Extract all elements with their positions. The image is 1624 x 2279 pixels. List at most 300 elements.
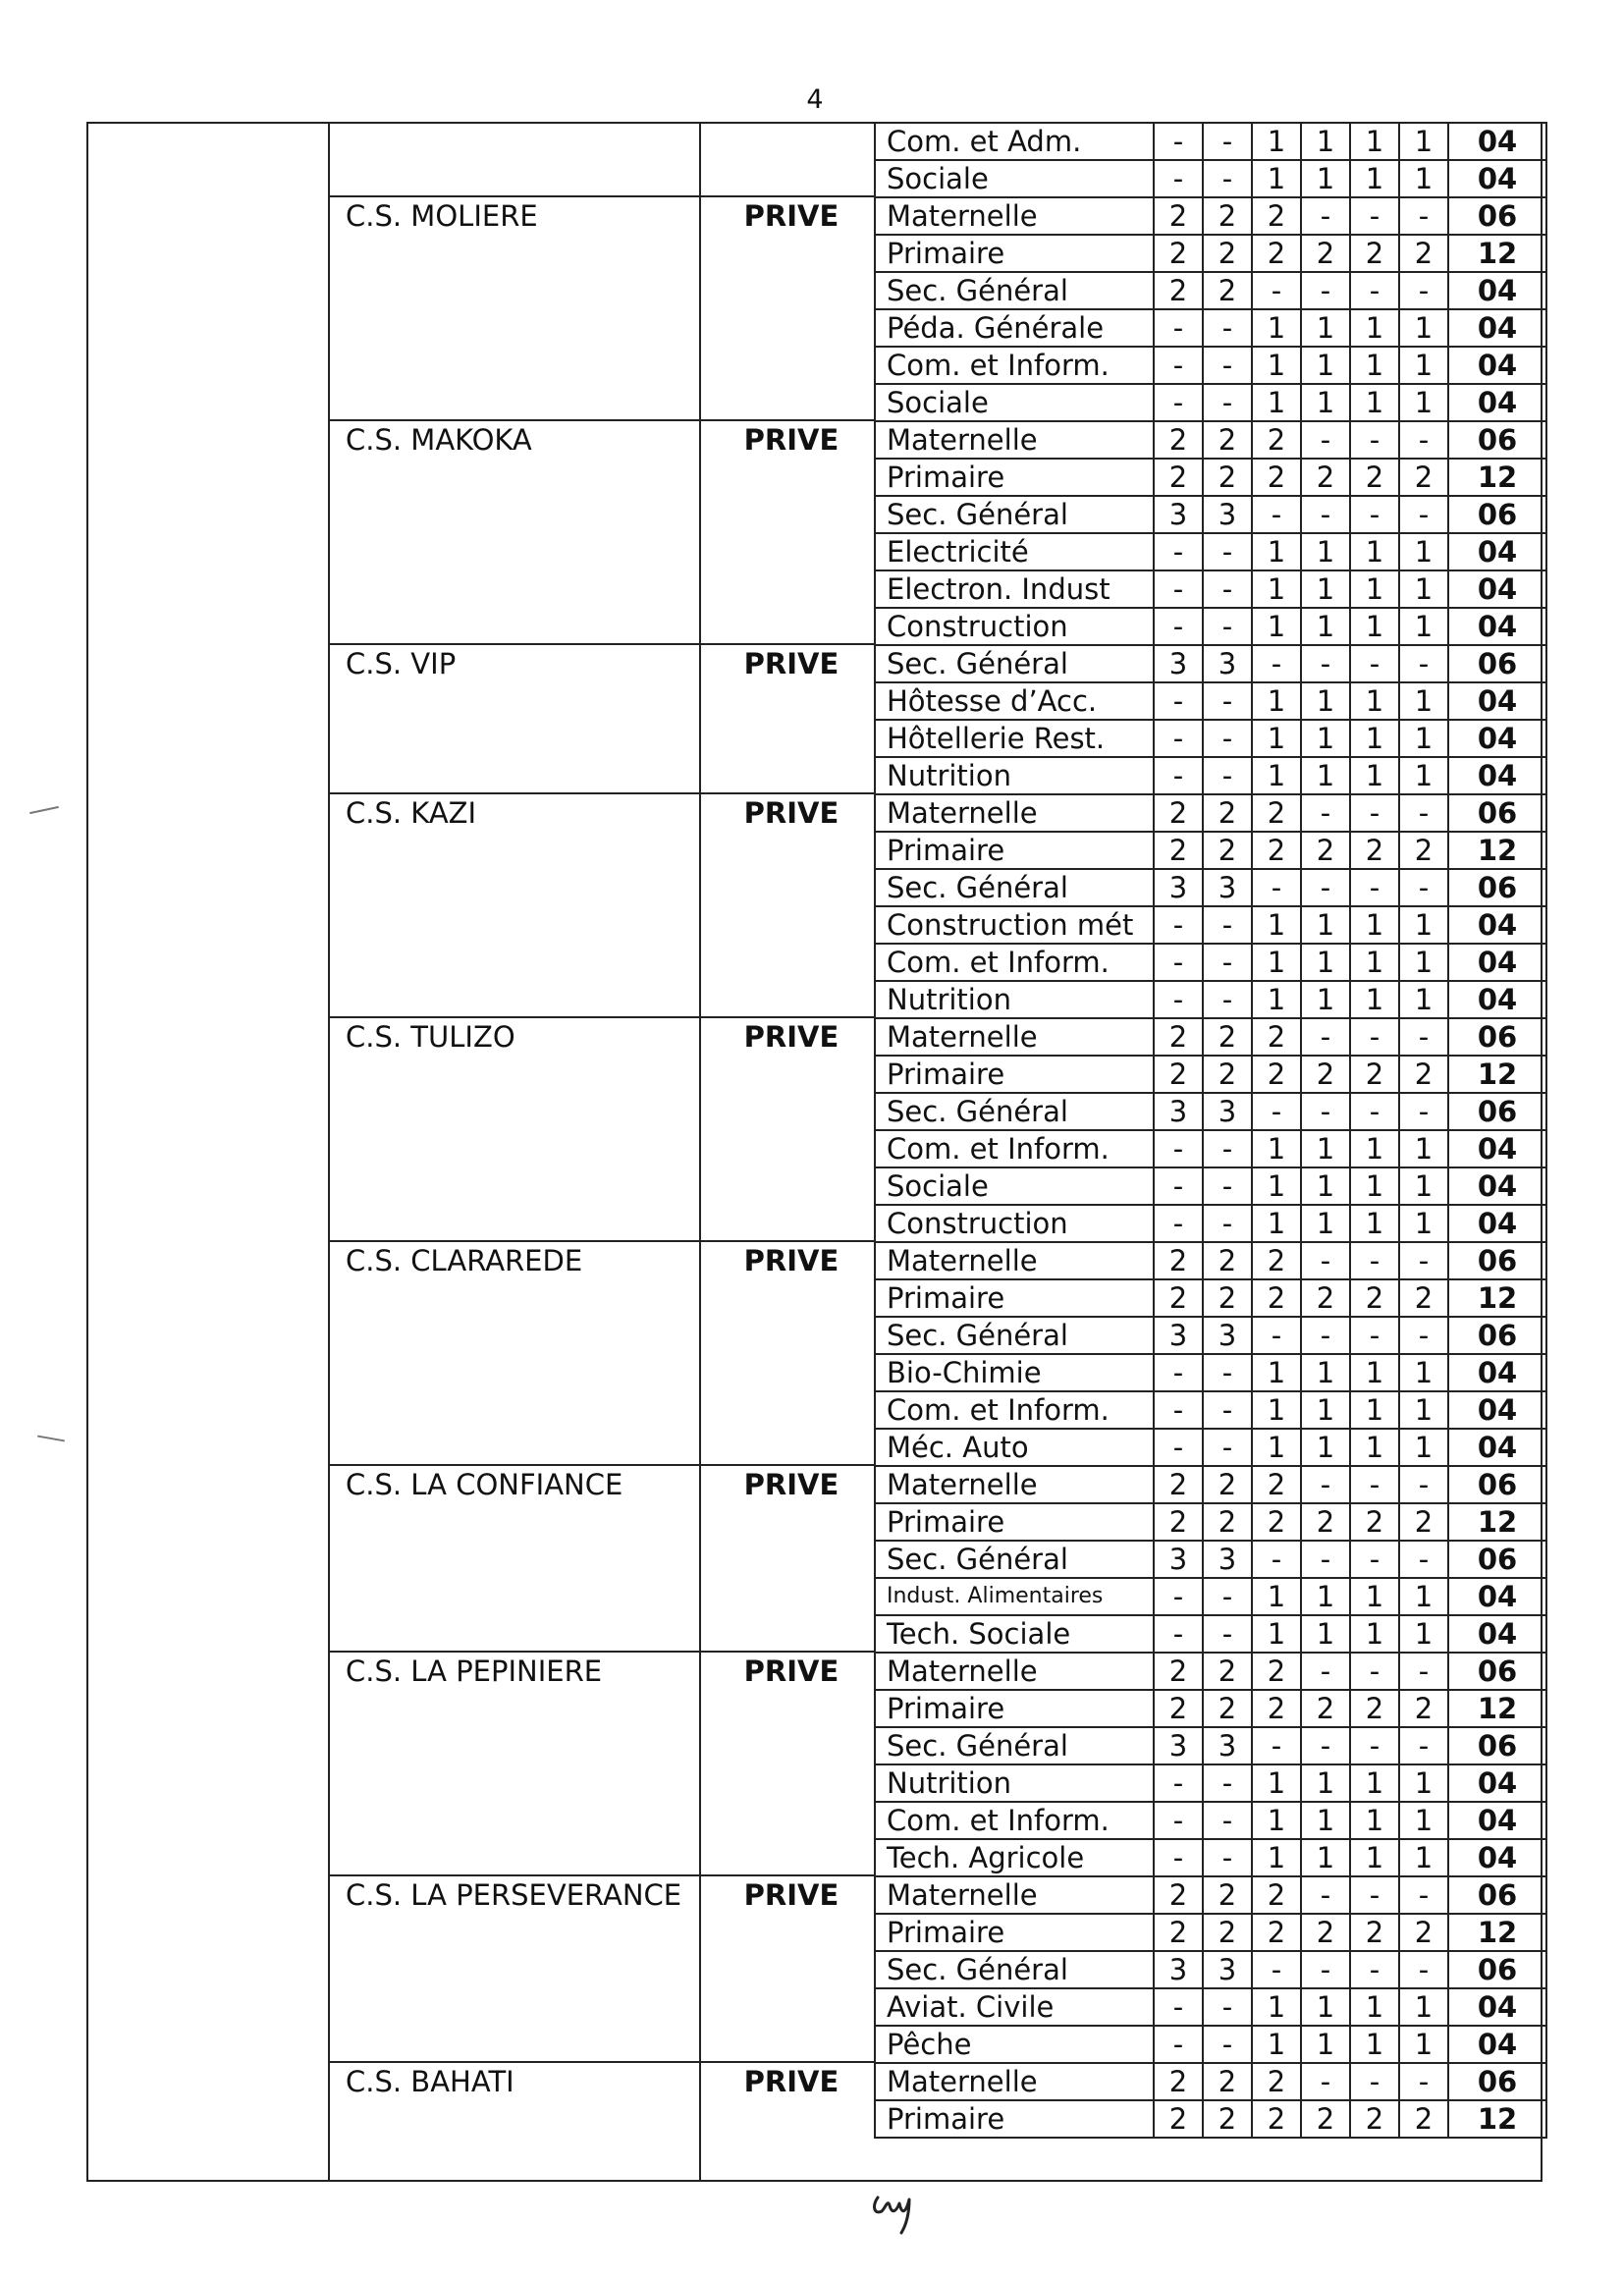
class-count-level-4: -	[1301, 1317, 1350, 1354]
class-count-level-2: -	[1203, 1615, 1252, 1653]
class-count-level-1: 2	[1154, 1690, 1203, 1727]
class-count-level-5: 1	[1350, 944, 1399, 981]
class-count-level-6: 1	[1399, 160, 1448, 197]
class-count-level-5: 1	[1350, 160, 1399, 197]
branch-name: Electron. Indust	[875, 570, 1154, 608]
class-count-level-2: 2	[1203, 1876, 1252, 1914]
class-count-level-3: 2	[1252, 794, 1301, 832]
class-count-level-3: 1	[1252, 1391, 1301, 1429]
table-row	[875, 1429, 1546, 1466]
class-count-level-5: 2	[1350, 1056, 1399, 1093]
class-count-level-3: 1	[1252, 757, 1301, 794]
class-count-level-4: 1	[1301, 608, 1350, 645]
class-count-level-2: 3	[1203, 645, 1252, 682]
class-count-level-2: 2	[1203, 1690, 1252, 1727]
class-count-level-3: 2	[1252, 832, 1301, 869]
class-count-level-4: -	[1301, 869, 1350, 906]
class-count-level-4: 1	[1301, 533, 1350, 570]
class-count-level-1: 2	[1154, 2063, 1203, 2100]
class-count-level-6: 1	[1399, 1578, 1448, 1615]
class-count-level-2: -	[1203, 1391, 1252, 1429]
class-count-level-4: -	[1301, 1093, 1350, 1130]
school-type: PRIVE	[743, 423, 839, 457]
class-count-level-5: 1	[1350, 1429, 1399, 1466]
class-count-level-1: -	[1154, 1578, 1203, 1615]
class-count-level-2: 2	[1203, 1466, 1252, 1503]
row-total: 06	[1448, 645, 1546, 682]
class-count-level-1: -	[1154, 533, 1203, 570]
table-row	[875, 123, 1546, 160]
class-count-level-5: 1	[1350, 608, 1399, 645]
class-count-level-6: 1	[1399, 1391, 1448, 1429]
class-count-level-4: 1	[1301, 1205, 1350, 1242]
branch-name: Primaire	[875, 832, 1154, 869]
class-count-level-4: 2	[1301, 2100, 1350, 2138]
row-total: 04	[1448, 1354, 1546, 1391]
school-type: PRIVE	[743, 1020, 839, 1054]
table-row	[875, 1056, 1546, 1093]
class-count-level-6: 2	[1399, 1279, 1448, 1317]
class-count-level-3: -	[1252, 1317, 1301, 1354]
table-row	[875, 1653, 1546, 1690]
class-count-level-6: 1	[1399, 533, 1448, 570]
school-name: C.S. MAKOKA	[346, 423, 532, 457]
branch-name: Sociale	[875, 160, 1154, 197]
table-row	[875, 2100, 1546, 2138]
class-count-level-2: 2	[1203, 272, 1252, 309]
class-count-level-4: -	[1301, 1951, 1350, 1988]
school-name: C.S. CLARAREDE	[346, 1244, 583, 1277]
class-count-level-1: 2	[1154, 1503, 1203, 1541]
branch-name: Maternelle	[875, 197, 1154, 235]
class-count-level-6: 1	[1399, 570, 1448, 608]
class-count-level-2: 2	[1203, 235, 1252, 272]
branch-name: Maternelle	[875, 1653, 1154, 1690]
class-count-level-6: 1	[1399, 1764, 1448, 1802]
table-row	[875, 944, 1546, 981]
class-count-level-1: -	[1154, 944, 1203, 981]
scan-mark	[29, 806, 59, 814]
class-count-level-5: -	[1350, 1653, 1399, 1690]
class-count-level-2: -	[1203, 981, 1252, 1018]
school-group-border	[328, 195, 874, 197]
table-row	[875, 1167, 1546, 1205]
page-number: 4	[806, 84, 824, 115]
class-count-level-5: -	[1350, 645, 1399, 682]
class-count-level-2: -	[1203, 757, 1252, 794]
table-row	[875, 1503, 1546, 1541]
branch-name: Maternelle	[875, 1876, 1154, 1914]
class-count-level-6: 1	[1399, 608, 1448, 645]
class-count-level-1: -	[1154, 347, 1203, 384]
class-count-level-5: 2	[1350, 1914, 1399, 1951]
row-total: 06	[1448, 496, 1546, 533]
class-count-level-3: -	[1252, 1951, 1301, 1988]
school-type: PRIVE	[743, 2065, 839, 2098]
class-count-level-5: -	[1350, 1727, 1399, 1764]
class-count-level-3: 1	[1252, 1802, 1301, 1839]
class-count-level-4: 1	[1301, 1391, 1350, 1429]
class-count-level-4: 1	[1301, 160, 1350, 197]
class-count-level-2: -	[1203, 309, 1252, 347]
branch-name: Sec. Général	[875, 869, 1154, 906]
class-count-level-6: 2	[1399, 1690, 1448, 1727]
class-count-level-5: -	[1350, 197, 1399, 235]
row-total: 12	[1448, 1503, 1546, 1541]
class-count-level-4: -	[1301, 1876, 1350, 1914]
row-total: 04	[1448, 1130, 1546, 1167]
class-count-level-4: 1	[1301, 906, 1350, 944]
school-name: C.S. VIP	[346, 647, 457, 680]
branch-name: Com. et Inform.	[875, 944, 1154, 981]
class-count-level-4: 2	[1301, 832, 1350, 869]
class-count-level-3: 2	[1252, 421, 1301, 459]
class-count-level-5: 1	[1350, 682, 1399, 720]
class-count-level-6: 1	[1399, 384, 1448, 421]
column-divider-province	[328, 122, 330, 2182]
row-total: 04	[1448, 1802, 1546, 1839]
row-total: 06	[1448, 1876, 1546, 1914]
school-type: PRIVE	[743, 199, 839, 233]
class-count-level-5: 2	[1350, 235, 1399, 272]
class-count-level-6: 1	[1399, 1615, 1448, 1653]
row-total: 04	[1448, 347, 1546, 384]
row-total: 04	[1448, 1615, 1546, 1653]
class-count-level-1: -	[1154, 570, 1203, 608]
table-row	[875, 2026, 1546, 2063]
class-count-level-4: 1	[1301, 1130, 1350, 1167]
class-count-level-1: 2	[1154, 794, 1203, 832]
table-row	[875, 832, 1546, 869]
class-count-level-6: -	[1399, 1466, 1448, 1503]
table-row	[875, 1578, 1546, 1615]
table-row	[875, 1541, 1546, 1578]
branch-name: Primaire	[875, 1279, 1154, 1317]
branch-name: Aviat. Civile	[875, 1988, 1154, 2026]
class-count-level-4: 1	[1301, 347, 1350, 384]
table-row	[875, 459, 1546, 496]
table-row	[875, 1391, 1546, 1429]
class-count-level-6: -	[1399, 1951, 1448, 1988]
class-count-level-5: 1	[1350, 1167, 1399, 1205]
school-group-border	[328, 2061, 874, 2063]
branch-grid	[874, 122, 1547, 2139]
class-count-level-2: 2	[1203, 1018, 1252, 1056]
row-total: 12	[1448, 1914, 1546, 1951]
class-count-level-1: -	[1154, 309, 1203, 347]
class-count-level-1: 2	[1154, 459, 1203, 496]
branch-name: Primaire	[875, 235, 1154, 272]
row-total: 04	[1448, 1167, 1546, 1205]
school-group-border	[328, 419, 874, 421]
class-count-level-2: 2	[1203, 421, 1252, 459]
class-count-level-1: 2	[1154, 1242, 1203, 1279]
class-count-level-2: -	[1203, 347, 1252, 384]
class-count-level-6: 1	[1399, 1839, 1448, 1876]
class-count-level-5: 1	[1350, 1354, 1399, 1391]
class-count-level-6: -	[1399, 1653, 1448, 1690]
table-row	[875, 1354, 1546, 1391]
class-count-level-4: -	[1301, 2063, 1350, 2100]
class-count-level-4: 2	[1301, 235, 1350, 272]
table-row	[875, 645, 1546, 682]
table-row	[875, 272, 1546, 309]
class-count-level-2: -	[1203, 1839, 1252, 1876]
table-row	[875, 757, 1546, 794]
class-count-level-1: -	[1154, 1839, 1203, 1876]
class-count-level-2: 2	[1203, 1503, 1252, 1541]
school-group-border	[328, 643, 874, 645]
class-count-level-2: -	[1203, 1578, 1252, 1615]
class-count-level-1: 2	[1154, 1466, 1203, 1503]
class-count-level-1: 2	[1154, 272, 1203, 309]
class-count-level-6: -	[1399, 421, 1448, 459]
table-row	[875, 1764, 1546, 1802]
class-count-level-1: -	[1154, 160, 1203, 197]
class-count-level-2: 2	[1203, 794, 1252, 832]
class-count-level-6: 2	[1399, 2100, 1448, 2138]
branch-name: Primaire	[875, 1690, 1154, 1727]
row-total: 04	[1448, 309, 1546, 347]
row-total: 04	[1448, 570, 1546, 608]
class-count-level-5: -	[1350, 1951, 1399, 1988]
row-total: 04	[1448, 2026, 1546, 2063]
class-count-level-1: -	[1154, 1205, 1203, 1242]
branch-name: Pêche	[875, 2026, 1154, 2063]
table-row	[875, 794, 1546, 832]
class-count-level-1: -	[1154, 1802, 1203, 1839]
table-row	[875, 570, 1546, 608]
branch-name: Indust. Alimentaires	[875, 1578, 1154, 1615]
row-total: 04	[1448, 160, 1546, 197]
class-count-level-5: 1	[1350, 981, 1399, 1018]
branch-name: Primaire	[875, 1056, 1154, 1093]
branch-name: Nutrition	[875, 1764, 1154, 1802]
class-count-level-1: 3	[1154, 1317, 1203, 1354]
class-count-level-6: -	[1399, 1876, 1448, 1914]
class-count-level-6: 1	[1399, 123, 1448, 160]
school-name: C.S. LA CONFIANCE	[346, 1468, 623, 1501]
class-count-level-6: -	[1399, 1541, 1448, 1578]
class-count-level-1: -	[1154, 1354, 1203, 1391]
table-row	[875, 1205, 1546, 1242]
class-count-level-2: 3	[1203, 1541, 1252, 1578]
class-count-level-6: -	[1399, 794, 1448, 832]
class-count-level-4: -	[1301, 1466, 1350, 1503]
class-count-level-6: 1	[1399, 1354, 1448, 1391]
class-count-level-6: 1	[1399, 757, 1448, 794]
class-count-level-2: -	[1203, 123, 1252, 160]
class-count-level-5: -	[1350, 1093, 1399, 1130]
branch-name: Primaire	[875, 459, 1154, 496]
class-count-level-1: 3	[1154, 869, 1203, 906]
class-count-level-3: 1	[1252, 1429, 1301, 1466]
branch-name: Construction	[875, 1205, 1154, 1242]
class-count-level-1: -	[1154, 1391, 1203, 1429]
row-total: 04	[1448, 272, 1546, 309]
class-count-level-1: -	[1154, 123, 1203, 160]
row-total: 06	[1448, 1093, 1546, 1130]
row-total: 04	[1448, 720, 1546, 757]
class-count-level-4: 1	[1301, 1839, 1350, 1876]
row-total: 06	[1448, 1541, 1546, 1578]
signature-initials	[866, 2186, 925, 2237]
class-count-level-5: 2	[1350, 1503, 1399, 1541]
class-count-level-4: 2	[1301, 1503, 1350, 1541]
class-count-level-4: -	[1301, 1541, 1350, 1578]
branch-name: Electricité	[875, 533, 1154, 570]
table-row	[875, 1839, 1546, 1876]
class-count-level-4: -	[1301, 1653, 1350, 1690]
table-row	[875, 1093, 1546, 1130]
table-row	[875, 309, 1546, 347]
class-count-level-4: 1	[1301, 2026, 1350, 2063]
school-group-border	[328, 792, 874, 794]
school-type: PRIVE	[743, 1468, 839, 1501]
school-group-border	[328, 1240, 874, 1242]
class-count-level-3: 1	[1252, 309, 1301, 347]
class-count-level-5: 1	[1350, 1802, 1399, 1839]
class-count-level-1: 2	[1154, 1279, 1203, 1317]
class-count-level-4: 1	[1301, 682, 1350, 720]
class-count-level-1: 2	[1154, 421, 1203, 459]
school-type: PRIVE	[743, 1655, 839, 1688]
class-count-level-5: 1	[1350, 1205, 1399, 1242]
class-count-level-1: -	[1154, 981, 1203, 1018]
class-count-level-3: 1	[1252, 384, 1301, 421]
table-row	[875, 235, 1546, 272]
class-count-level-4: -	[1301, 645, 1350, 682]
class-count-level-3: 2	[1252, 1690, 1301, 1727]
class-count-level-5: 2	[1350, 1279, 1399, 1317]
class-count-level-6: 1	[1399, 1205, 1448, 1242]
class-count-level-6: 1	[1399, 2026, 1448, 2063]
branch-name: Sec. Général	[875, 645, 1154, 682]
row-total: 06	[1448, 2063, 1546, 2100]
class-count-level-3: 2	[1252, 459, 1301, 496]
class-count-level-3: 1	[1252, 2026, 1301, 2063]
class-count-level-5: 1	[1350, 1391, 1399, 1429]
class-count-level-3: 2	[1252, 2063, 1301, 2100]
branch-name: Maternelle	[875, 421, 1154, 459]
class-count-level-3: 1	[1252, 1764, 1301, 1802]
row-total: 06	[1448, 1951, 1546, 1988]
school-name: C.S. LA PERSEVERANCE	[346, 1878, 682, 1912]
table-row	[875, 533, 1546, 570]
class-count-level-2: 2	[1203, 2100, 1252, 2138]
class-count-level-5: -	[1350, 421, 1399, 459]
class-count-level-2: -	[1203, 720, 1252, 757]
class-count-level-4: 1	[1301, 1802, 1350, 1839]
class-count-level-6: -	[1399, 1317, 1448, 1354]
class-count-level-3: 1	[1252, 1615, 1301, 1653]
row-total: 12	[1448, 1690, 1546, 1727]
row-total: 04	[1448, 1205, 1546, 1242]
school-type: PRIVE	[743, 1244, 839, 1277]
branch-name: Hôtellerie Rest.	[875, 720, 1154, 757]
class-count-level-1: -	[1154, 757, 1203, 794]
class-count-level-3: 2	[1252, 1503, 1301, 1541]
class-count-level-5: 1	[1350, 123, 1399, 160]
class-count-level-1: 2	[1154, 235, 1203, 272]
branch-name: Sec. Général	[875, 496, 1154, 533]
class-count-level-5: 1	[1350, 309, 1399, 347]
class-count-level-1: -	[1154, 384, 1203, 421]
class-count-level-2: -	[1203, 160, 1252, 197]
school-type: PRIVE	[743, 647, 839, 680]
row-total: 06	[1448, 1317, 1546, 1354]
class-count-level-6: 1	[1399, 1802, 1448, 1839]
class-count-level-2: -	[1203, 944, 1252, 981]
class-count-level-3: -	[1252, 869, 1301, 906]
class-count-level-6: -	[1399, 272, 1448, 309]
class-count-level-1: 3	[1154, 1541, 1203, 1578]
table-row	[875, 384, 1546, 421]
class-count-level-4: 1	[1301, 1988, 1350, 2026]
class-count-level-6: -	[1399, 1018, 1448, 1056]
class-count-level-2: -	[1203, 1429, 1252, 1466]
row-total: 06	[1448, 794, 1546, 832]
branch-name: Construction mét	[875, 906, 1154, 944]
class-count-level-5: 1	[1350, 570, 1399, 608]
table-row	[875, 1018, 1546, 1056]
class-count-level-5: 1	[1350, 1615, 1399, 1653]
row-total: 04	[1448, 123, 1546, 160]
school-name: C.S. LA PEPINIERE	[346, 1655, 603, 1688]
branch-name: Nutrition	[875, 757, 1154, 794]
class-count-level-3: 2	[1252, 1279, 1301, 1317]
class-count-level-1: -	[1154, 906, 1203, 944]
class-count-level-3: -	[1252, 1541, 1301, 1578]
row-total: 12	[1448, 1279, 1546, 1317]
school-name: C.S. MOLIERE	[346, 199, 538, 233]
class-count-level-2: 2	[1203, 1279, 1252, 1317]
branch-name: Sec. Général	[875, 1093, 1154, 1130]
class-count-level-3: 1	[1252, 1354, 1301, 1391]
class-count-level-4: 1	[1301, 981, 1350, 1018]
class-count-level-4: -	[1301, 421, 1350, 459]
class-count-level-3: 2	[1252, 235, 1301, 272]
branch-name: Maternelle	[875, 1466, 1154, 1503]
row-total: 04	[1448, 608, 1546, 645]
class-count-level-1: 3	[1154, 1727, 1203, 1764]
class-count-level-5: 1	[1350, 1578, 1399, 1615]
class-count-level-1: -	[1154, 1764, 1203, 1802]
class-count-level-6: 1	[1399, 1429, 1448, 1466]
class-count-level-6: 1	[1399, 1130, 1448, 1167]
branch-name: Sec. Général	[875, 1317, 1154, 1354]
scan-mark	[37, 1436, 65, 1442]
class-count-level-5: -	[1350, 794, 1399, 832]
school-name: C.S. BAHATI	[346, 2065, 514, 2098]
branch-name: Sociale	[875, 1167, 1154, 1205]
table-row	[875, 1988, 1546, 2026]
branch-name: Nutrition	[875, 981, 1154, 1018]
table-row	[875, 160, 1546, 197]
branch-name: Primaire	[875, 2100, 1154, 2138]
school-name: C.S. KAZI	[346, 796, 477, 830]
branch-name: Com. et Inform.	[875, 1802, 1154, 1839]
branch-name: Primaire	[875, 1503, 1154, 1541]
class-count-level-4: -	[1301, 794, 1350, 832]
class-count-level-6: -	[1399, 496, 1448, 533]
table-row	[875, 1690, 1546, 1727]
table-row	[875, 1615, 1546, 1653]
class-count-level-2: 3	[1203, 1951, 1252, 1988]
class-count-level-3: 2	[1252, 1466, 1301, 1503]
class-count-level-5: 1	[1350, 1988, 1399, 2026]
class-count-level-2: -	[1203, 570, 1252, 608]
